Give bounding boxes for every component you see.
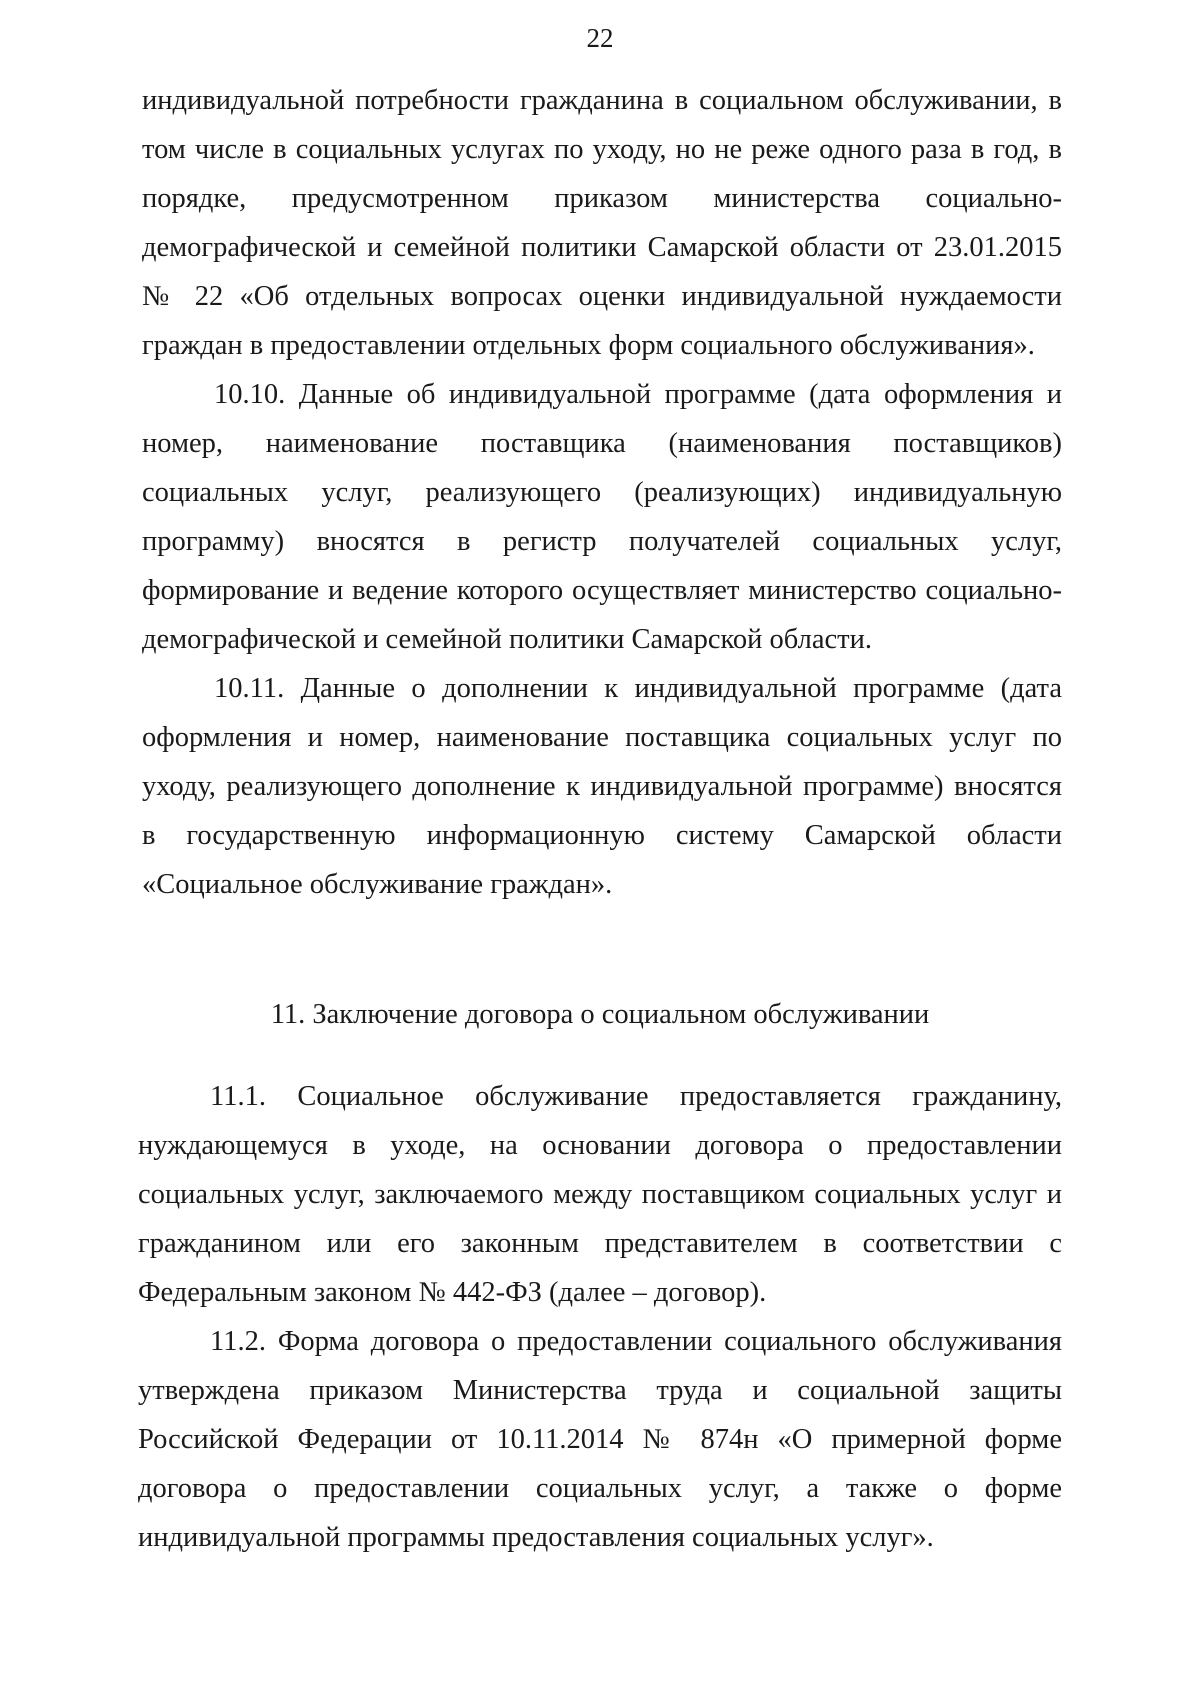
document-body-section (138, 1072, 1062, 1562)
paragraph-11-2: 11.2. Форма договора о предоставлении социального обслуживания утверждена приказом Министерства труда и социальной защиты Российской Федерации от 10.11.2014 № 874н «О примерной форме договора о предоставлении социальных услуг, а также о форме индивидуальной программы предоставления социальных услуг». (138, 1326, 1062, 1553)
paragraph-11-1: 11.1. Социальное обслуживание предоставляется гражданину, нуждающемуся в уходе, на основании договора о предоставлении социальных услуг, заключаемого между поставщиком социальных услуг и гражданином или его законным представителем в соответствии с Федеральным законом № 442-ФЗ (далее – договор). (138, 1081, 1062, 1308)
paragraph-continuation: индивидуальной потребности гражданина в социальном обслуживании, в том числе в социальных услугах по уходу, но не реже одного раза в год, в порядке, предусмотренном приказом министерства социально-демографической и семейной политики Самарской области от 23.01.2015 № 22 «Об отдельных вопросах оценки индивидуальной нуждаемости граждан в предоставлении отдельных форм социального обслуживания». (142, 85, 1062, 361)
paragraph-10-10: 10.10. Данные об индивидуальной программе (дата оформления и номер, наименование поставщика (наименования поставщиков) социальных услуг, реализующего (реализующих) индивидуальную программу) вносятся в регистр получателей социальных услуг, формирование и ведение которого осуществляет министерство социально-демографической и семейной политики Самарской области. (142, 379, 1062, 655)
document-body-top (142, 76, 1062, 909)
paragraph-10-11: 10.11. Данные о дополнении к индивидуальной программе (дата оформления и номер, наименование поставщика социальных услуг по уходу, реализующего дополнение к индивидуальной программе) вносятся в государственную информационную систему Самарской области «Социальное обслуживание граждан». (142, 673, 1062, 900)
page-number: 22 (586, 23, 614, 53)
section-heading: 11. Заключение договора о социальном обслуживании (270, 999, 930, 1030)
